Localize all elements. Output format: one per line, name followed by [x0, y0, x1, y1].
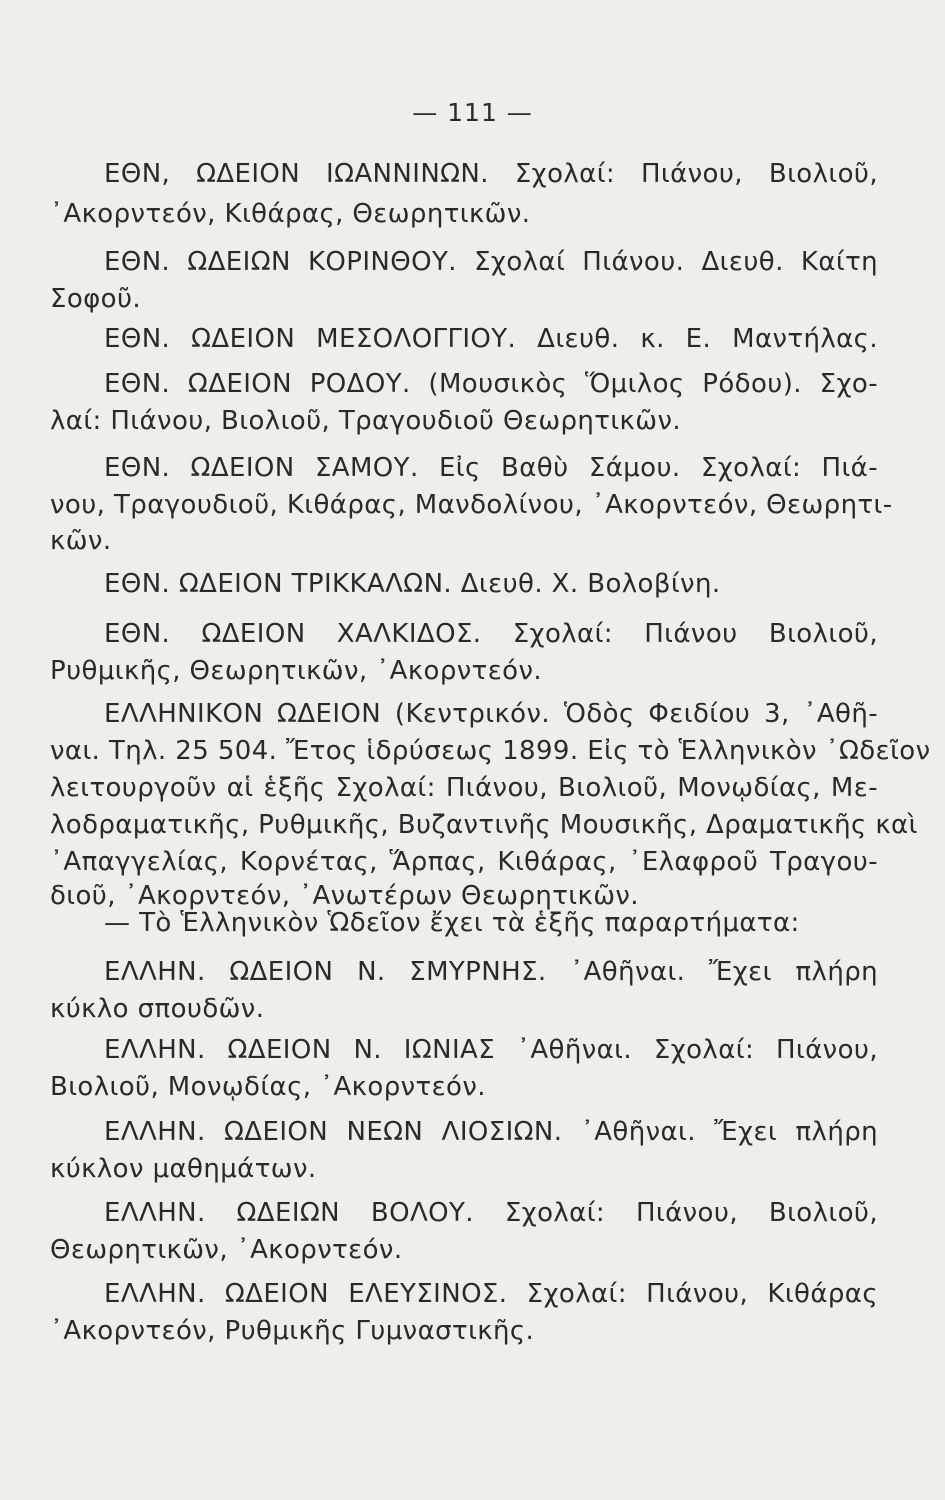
- text-line: ΕΘΝ. ΩΔΕΙΟΝ ΧΑΛΚΙΔΟΣ. Σχολαί: Πιάνου Βιολιοῦ,: [104, 619, 878, 649]
- text-line: ΕΘΝ. ΩΔΕΙΟΝ ΤΡΙΚΚΑΛΩΝ. Διευθ. Χ. Βολοβίνη.: [104, 569, 721, 599]
- text-line: Ρυθμικῆς, Θεωρητικῶν, ᾿Ακορντεόν.: [50, 656, 543, 686]
- text-line: διοῦ, ᾿Ακορντεόν, ᾿Ανωτέρων Θεωρητικῶν.: [50, 881, 639, 911]
- text-line: ΕΘΝ. ΩΔΕΙΟΝ ΜΕΣΟΛΟΓΓΙΟΥ. Διευθ. κ. Ε. Μαντήλας.: [104, 324, 878, 354]
- text-line: κῶν.: [50, 526, 112, 556]
- text-line: λειτουργοῦν αἱ ἑξῆς Σχολαί: Πιάνου, Βιολιοῦ, Μονῳδίας, Με-: [50, 773, 878, 803]
- text-line: ᾿Απαγγελίας, Κορνέτας, Ἅρπας, Κιθάρας, ᾿Ελαφροῦ Τραγου-: [50, 847, 878, 877]
- text-line: ναι. Τηλ. 25 504. Ἔτος ἱδρύσεως 1899. Εἰς τὸ Ἑλληνικὸν ᾿Ωδεῖον: [50, 736, 931, 766]
- text-line: λαί: Πιάνου, Βιολιοῦ, Τραγουδιοῦ Θεωρητικῶν.: [50, 406, 682, 436]
- text-line: ᾿Ακορντεόν, Κιθάρας, Θεωρητικῶν.: [50, 199, 531, 229]
- text-line: ᾿Ακορντεόν, Ρυθμικῆς Γυμναστικῆς.: [50, 1316, 535, 1346]
- text-line: κύκλο σπουδῶν.: [50, 994, 265, 1024]
- text-line: Θεωρητικῶν, ᾿Ακορντεόν.: [50, 1235, 403, 1265]
- text-line: ΕΘΝ, ΩΔΕΙΟΝ ΙΩΑΝΝΙΝΩΝ. Σχολαί: Πιάνου, Βιολιοῦ,: [104, 159, 878, 189]
- text-line: ΕΘΝ. ΩΔΕΙΩΝ ΚΟΡΙΝΘΟΥ. Σχολαί Πιάνου. Διευθ. Καίτη: [104, 247, 878, 277]
- text-line: ΕΛΛΗΝΙΚΟΝ ΩΔΕΙΟΝ (Κεντρικόν. Ὁδὸς Φειδίου 3, ᾿Αθῆ-: [104, 699, 878, 729]
- text-line: κύκλον μαθημάτων.: [50, 1154, 317, 1184]
- text-line: ΕΛΛΗΝ. ΩΔΕΙΟΝ ΝΕΩΝ ΛΙΟΣΙΩΝ. ᾿Αθῆναι. Ἔχει πλήρη: [104, 1117, 878, 1147]
- text-line: ΕΛΛΗΝ. ΩΔΕΙΩΝ ΒΟΛΟΥ. Σχολαί: Πιάνου, Βιολιοῦ,: [104, 1198, 878, 1228]
- text-line: ΕΘΝ. ΩΔΕΙΟΝ ΡΟΔΟΥ. (Μουσικὸς Ὅμιλος Ρόδου). Σχο-: [104, 369, 878, 399]
- text-line: νου, Τραγουδιοῦ, Κιθάρας, Μανδολίνου, ᾿Ακορντεόν, Θεωρητι-: [50, 490, 893, 520]
- text-line: λοδραματικῆς, Ρυθμικῆς, Βυζαντινῆς Μουσικῆς, Δραματικῆς καὶ: [50, 810, 918, 840]
- text-line: ΕΛΛΗΝ. ΩΔΕΙΟΝ Ν. ΙΩΝΙΑΣ ᾿Αθῆναι. Σχολαί: Πιάνου,: [104, 1035, 878, 1065]
- text-line: Βιολιοῦ, Μονῳδίας, ᾿Ακορντεόν.: [50, 1072, 486, 1102]
- text-line: ΕΘΝ. ΩΔΕΙΟΝ ΣΑΜΟΥ. Εἰς Βαθὺ Σάμου. Σχολαί: Πιά-: [104, 453, 878, 483]
- text-line: ΕΛΛΗΝ. ΩΔΕΙΟΝ Ν. ΣΜΥΡΝΗΣ. ᾿Αθῆναι. Ἔχει πλήρη: [104, 957, 878, 987]
- page-number: — 111 —: [412, 98, 533, 127]
- text-line: ΕΛΛΗΝ. ΩΔΕΙΟΝ ΕΛΕΥΣΙΝΟΣ. Σχολαί: Πιάνου, Κιθάρας: [104, 1279, 878, 1309]
- text-line: — Τὸ Ἑλληνικὸν Ὡδεῖον ἔχει τὰ ἑξῆς παραρτήματα:: [104, 908, 800, 938]
- text-line: Σοφοῦ.: [50, 284, 142, 314]
